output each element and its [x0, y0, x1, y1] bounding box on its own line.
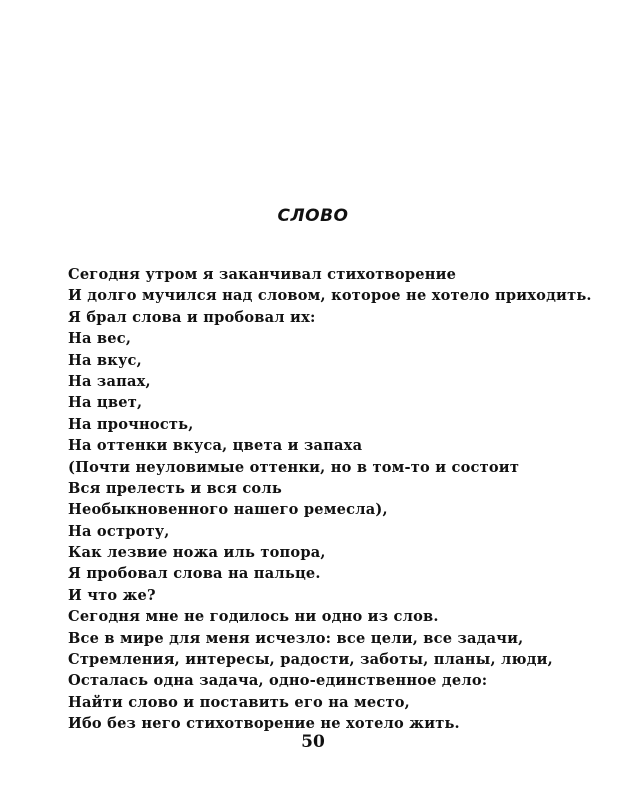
poem-line: Как лезвие ножа иль топора,	[68, 544, 326, 562]
poem-title: СЛОВО	[277, 206, 349, 226]
poem-line: Найти слово и поставить его на место,	[68, 693, 410, 711]
poem-line: И что же?	[68, 586, 156, 604]
poem-line: Я пробовал слова на пальце.	[68, 565, 321, 583]
poem-line: Все в мире для меня исчезло: все цели, все задачи,	[68, 629, 524, 647]
poem-line: На запах,	[68, 372, 151, 390]
page-number: 50	[301, 732, 325, 752]
poem-line: На прочность,	[68, 415, 194, 433]
poem-line: Я брал слова и пробовал их:	[68, 308, 316, 326]
poem-line: На вкус,	[68, 351, 142, 369]
poem-line: Сегодня мне не годилось ни одно из слов.	[68, 608, 439, 626]
poem-line: На цвет,	[68, 394, 143, 412]
poem-line: Стремления, интересы, радости, заботы, планы, люди,	[68, 651, 553, 669]
poem-line: Ибо без него стихотворение не хотело жить.	[68, 715, 460, 733]
poem-line: Вся прелесть и вся соль	[68, 479, 282, 497]
poem-line: На остроту,	[68, 522, 170, 540]
poem-line: Сегодня утром я заканчивал стихотворение	[68, 266, 457, 283]
poem-line: На вес,	[68, 330, 132, 348]
poem-line: Осталась одна задача, одно-единственное дело:	[68, 672, 488, 690]
poem-line: На оттенки вкуса, цвета и запаха	[68, 437, 363, 455]
poem-body	[68, 264, 608, 735]
poem-line: И долго мучился над словом, которое не хотело приходить.	[68, 287, 592, 305]
poem-line: (Почти неуловимые оттенки, но в том-то и состоит	[68, 458, 520, 476]
poem-line: Необыкновенного нашего ремесла),	[68, 501, 388, 519]
